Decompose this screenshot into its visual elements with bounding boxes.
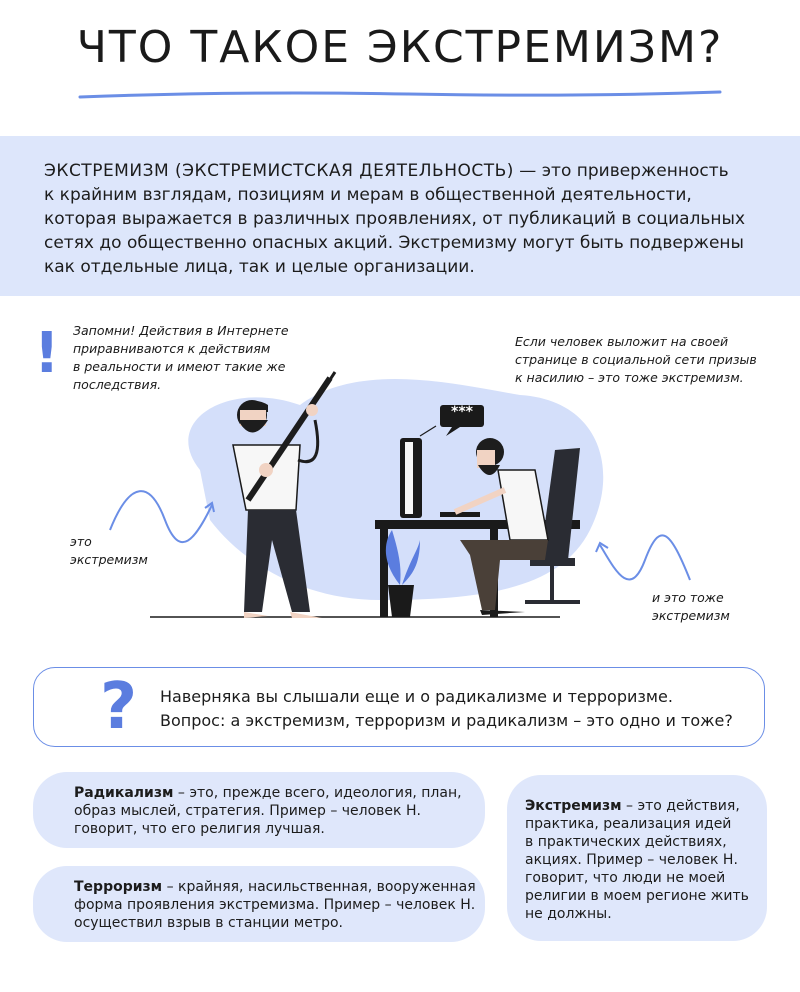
- card-term: Терроризм: [74, 879, 163, 895]
- definition-line: которая выражается в различных проявлениях, от публикаций в социальных: [44, 209, 746, 229]
- remember-line: приравниваются к действиям: [73, 341, 271, 356]
- online-line: к насилию – это тоже экстремизм.: [515, 370, 744, 385]
- remember-line: последствия.: [73, 377, 162, 392]
- remember-line: в реальности и имеют такие же: [73, 359, 286, 374]
- online-line: Если человек выложит на своей: [515, 334, 729, 349]
- speech-bubble-stars: ***: [451, 404, 473, 420]
- definition-text: [44, 159, 756, 279]
- right-label-line: экстремизм: [652, 608, 730, 623]
- card-line: говорит, что люди не моей: [525, 870, 726, 886]
- card-line: – это действия,: [621, 798, 740, 814]
- question-mark-icon: ?: [100, 670, 138, 744]
- card-line: в практических действиях,: [525, 834, 727, 850]
- remember-note: [73, 322, 373, 394]
- question-text: [160, 685, 740, 733]
- title-underline: [78, 88, 722, 102]
- card-line: религии в моем регионе жить: [525, 888, 749, 904]
- card-extremism-text: [525, 797, 760, 923]
- card-line: практика, реализация идей: [525, 816, 732, 832]
- right-label-line: и это тоже: [652, 590, 724, 605]
- card-term: Экстремизм: [525, 798, 622, 814]
- left-label: [70, 533, 148, 569]
- card-line: акциях. Пример – человек Н.: [525, 852, 738, 868]
- online-line: странице в социальной сети призыв: [515, 352, 757, 367]
- card-line: – это, прежде всего, идеология, план,: [173, 785, 462, 801]
- card-line: – крайняя, насильственная, вооруженная: [162, 879, 476, 895]
- online-note: [515, 333, 785, 387]
- left-label-line: экстремизм: [70, 552, 148, 567]
- definition-line: как отдельные лица, так и целые организации.: [44, 257, 475, 277]
- definition-line: сетях до общественно опасных акций. Экстремизму могут быть подвержены: [44, 233, 744, 253]
- question-line: Вопрос: а экстремизм, терроризм и радикализм – это одно и тоже?: [160, 711, 733, 730]
- card-line: форма проявления экстремизма. Пример – человек Н.: [74, 897, 476, 913]
- card-line: говорит, что его религия лучшая.: [74, 821, 325, 837]
- page-title: ЧТО ТАКОЕ ЭКСТРЕМИЗМ?: [76, 22, 724, 73]
- card-term: Радикализм: [74, 785, 174, 801]
- definition-line: к крайним взглядам, позициям и мерам в общественной деятельности,: [44, 185, 692, 205]
- question-line: Наверняка вы слышали еще и о радикализме и терроризме.: [160, 687, 673, 706]
- card-terrorism-text: [74, 878, 479, 932]
- remember-line: Запомни! Действия в Интернете: [73, 323, 289, 338]
- exclamation-icon: !: [34, 321, 60, 386]
- right-wave-arrow: [600, 535, 690, 580]
- left-label-line: это: [70, 534, 92, 549]
- definition-term: ЭКСТРЕМИЗМ (ЭКСТРЕМИСТСКАЯ ДЕЯТЕЛЬНОСТЬ): [44, 161, 514, 181]
- card-radicalism-text: [74, 784, 474, 838]
- card-line: осуществил взрыв в станции метро.: [74, 915, 343, 931]
- card-line: не должны.: [525, 906, 612, 922]
- definition-line: — это приверженность: [513, 161, 729, 181]
- card-line: образ мыслей, стратегия. Пример – человек Н.: [74, 803, 421, 819]
- right-label: [652, 589, 730, 625]
